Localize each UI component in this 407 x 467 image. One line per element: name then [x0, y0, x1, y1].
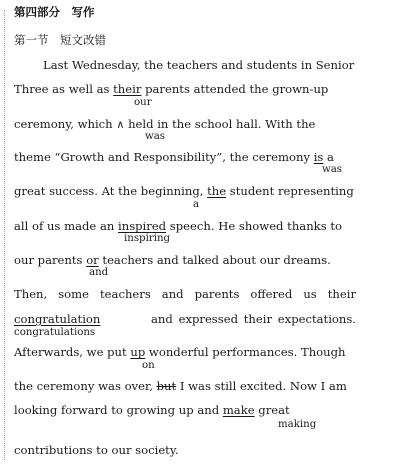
- passage-line-4: theme “Growth and Responsibility”, the ceremony is a: [14, 150, 334, 164]
- correction-word: inspiring: [124, 233, 171, 244]
- correction-word: congratulations: [14, 327, 96, 338]
- error-word: is: [313, 150, 324, 164]
- passage-line-3: ceremony, which ∧ held in the school hall. With the: [14, 117, 316, 131]
- error-word: the: [207, 184, 227, 198]
- passage-line-8: Then, some teachers and parents offered us their: [14, 287, 356, 301]
- passage-line-1: Last Wednesday, the teachers and students in Senior: [43, 58, 355, 72]
- section-title: 第四部分 写作: [14, 5, 95, 19]
- correction-word: and: [89, 267, 109, 278]
- passage-line-12: looking forward to growing up and make great: [14, 403, 290, 417]
- passage-line-7: our parents or teachers and talked about our dreams.: [14, 253, 331, 267]
- error-word: make: [222, 403, 255, 417]
- correction-word: was: [145, 131, 166, 142]
- passage-line-6: all of us made an inspired speech. He showed thanks to: [14, 219, 342, 233]
- passage-line-5: great success. At the beginning, the student representing: [14, 184, 354, 198]
- deleted-word: but: [156, 379, 177, 393]
- margin-dotted-line: [4, 10, 5, 460]
- passage-line-10: Afterwards, we put up wonderful performances. Though: [14, 345, 346, 359]
- correction-word: a: [193, 199, 200, 210]
- correction-word: on: [142, 360, 155, 371]
- correction-word: making: [278, 419, 317, 430]
- passage-line-9: congratulation and expressed their expectations.: [14, 312, 356, 326]
- passage-line-2: Three as well as their parents attended the grown-up: [14, 82, 329, 96]
- error-word: inspired: [118, 219, 167, 233]
- subsection-title: 第一节 短文改错: [14, 33, 106, 47]
- passage-line-11: the ceremony was over, but I was still excited. Now I am: [14, 379, 347, 393]
- error-word: their: [113, 82, 142, 96]
- error-word: congratulation: [14, 312, 101, 326]
- correction-word: was: [322, 164, 343, 175]
- correction-word: our: [134, 97, 152, 108]
- error-word: or: [86, 253, 99, 267]
- error-word: up: [130, 345, 146, 359]
- insertion-caret: ∧: [116, 118, 125, 131]
- passage-line-13: contributions to our society.: [14, 443, 179, 457]
